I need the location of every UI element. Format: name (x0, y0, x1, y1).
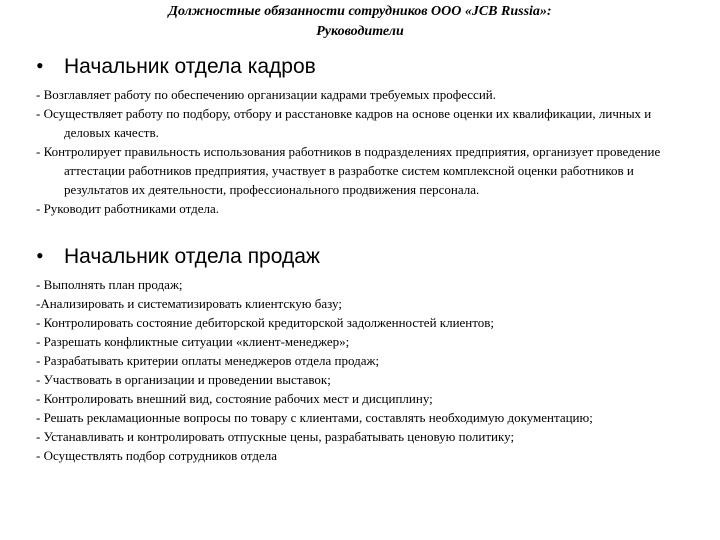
section-heading (36, 52, 696, 81)
duty-item: - Возглавляет работу по обеспечению организации кадрами требуемых профессий. (36, 87, 496, 102)
section-heading-text: Начальник отдела продаж (64, 245, 320, 268)
duty-list (36, 85, 696, 218)
duty-item: - Руководит работниками отдела. (36, 201, 220, 216)
duty-item: - Разрешать конфликтные ситуации «клиент-менеджер»; (36, 334, 350, 349)
duty-item: - Осуществлять подбор сотрудников отдела (36, 448, 277, 463)
section-heading (36, 242, 696, 271)
section-heading-text: Начальник отдела кадров (64, 55, 316, 78)
duty-item: - Контролировать состояние дебиторской кредиторской задолженностей клиентов; (36, 315, 495, 330)
duty-item: - Устанавливать и контролировать отпускные цены, разрабатывать ценовую политику; (36, 429, 515, 444)
duty-item: - Контролировать внешний вид, состояние рабочих мест и дисциплину; (36, 391, 433, 406)
bullet-icon: • (36, 243, 44, 268)
duty-item: -Анализировать и систематизировать клиентскую базу; (36, 296, 342, 311)
slide-title (0, 2, 720, 42)
duty-item: - Разрабатывать критерии оплаты менеджеров отдела продаж; (36, 353, 380, 368)
duty-item: - Контролирует правильность использования работников в подразделениях предприятия, организует проведение аттестации работников предприятия, участвует в разработке систем комплексной оценки работников и результатов их деятельности, профессионального продвижения персонала. (36, 144, 661, 197)
slide-title-line-1: Должностные обязанности сотрудников ООО «JCB Russia»: (168, 4, 552, 19)
section-sales-head (36, 242, 696, 465)
duty-item: - Выполнять план продаж; (36, 277, 183, 292)
duty-item: - Решать рекламационные вопросы по товару с клиентами, составлять необходимую документацию; (36, 410, 593, 425)
section-hr-head (36, 52, 696, 218)
duty-list (36, 275, 696, 465)
bullet-icon: • (36, 53, 44, 78)
duty-item: - Участвовать в организации и проведении выставок; (36, 372, 331, 387)
duty-item: - Осуществляет работу по подбору, отбору и расстановке кадров на основе оценки их квалификации, личных и деловых качеств. (36, 106, 652, 140)
slide-title-line-2: Руководители (316, 24, 404, 39)
